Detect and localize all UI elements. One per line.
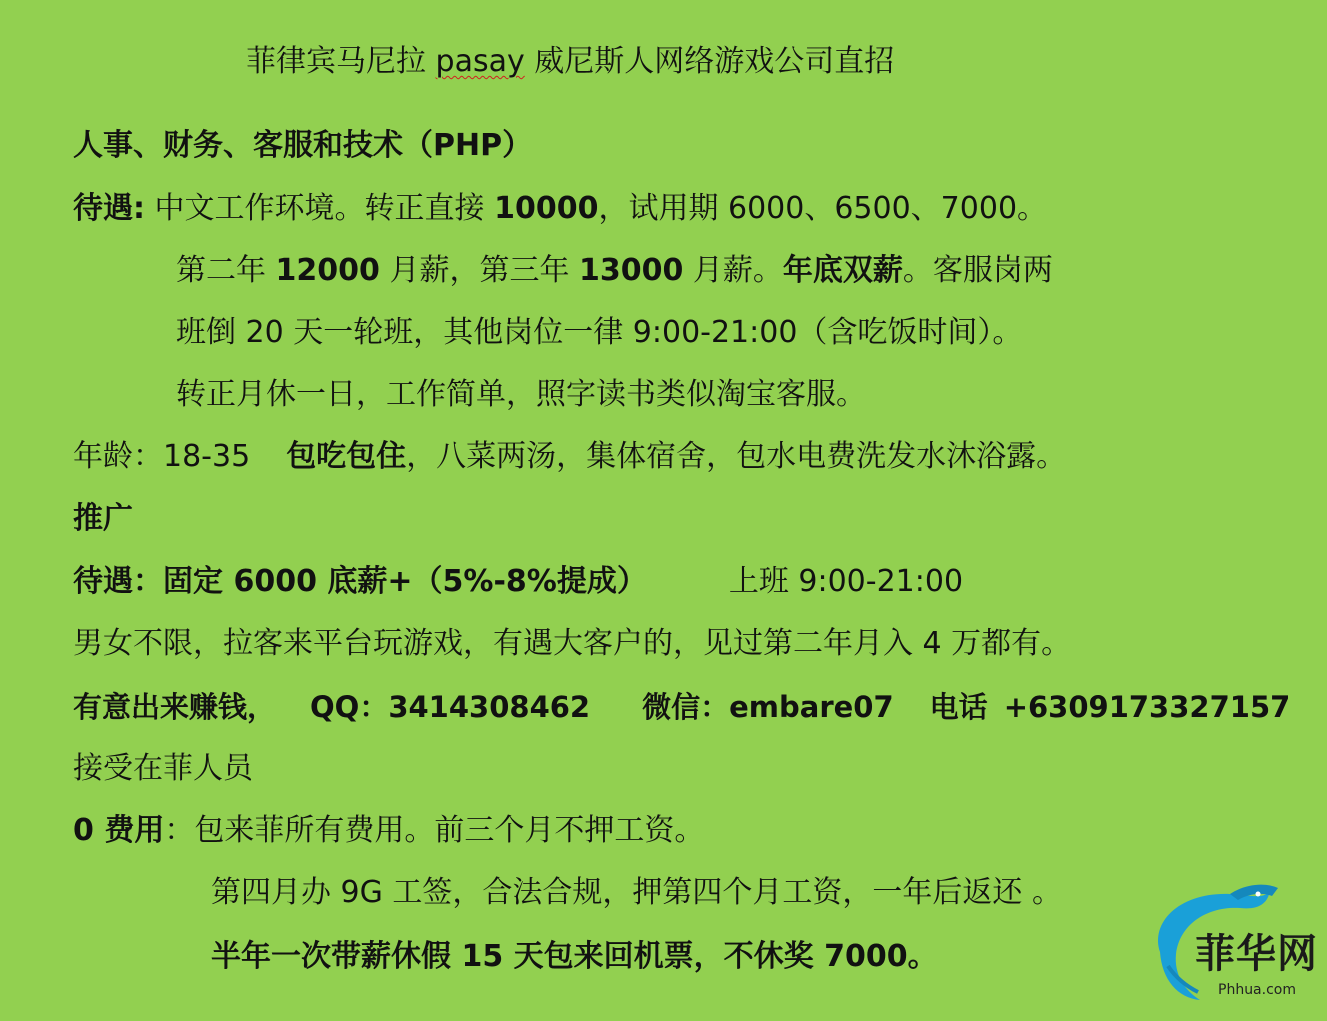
accept-line: 接受在菲人员 — [73, 751, 253, 786]
page-title — [246, 42, 894, 82]
shift-line: 班倒 20 天一轮班，其他岗位一律 9:00-21:00（含吃饭时间）。 — [176, 315, 1023, 350]
contact-phone-label: 电话 — [929, 690, 988, 724]
contact-intro: 有意出来赚钱， — [73, 690, 277, 724]
section2-heading: 推广 — [73, 501, 133, 536]
title-prefix: 菲律宾马尼拉 — [246, 44, 436, 79]
section1-heading: 人事、财务、客服和技术（PHP） — [73, 128, 533, 163]
second-year-a: 第二年 — [176, 253, 276, 288]
contact-qq: QQ：3414308462 — [310, 690, 591, 724]
pay-amount: 10000 — [494, 191, 599, 226]
title-word-pasay: pasay — [435, 44, 525, 79]
contact-wechat-label: 微信： — [642, 690, 730, 724]
phhua-watermark — [1140, 882, 1322, 1016]
double-pay: 年底双薪 — [782, 253, 903, 288]
fees-label: 0 费用 — [73, 813, 165, 848]
fees-line — [73, 811, 704, 851]
third-year-amount: 13000 — [579, 253, 684, 288]
age-text: ，八菜两汤，集体宿舍，包水电费洗发水沐浴露。 — [406, 439, 1067, 474]
contact-phone: +6309173327157 — [1003, 690, 1291, 724]
contact-wechat: embare07 — [729, 690, 894, 724]
shift-a: 。客服岗两 — [902, 253, 1053, 288]
fees-text: ：包来菲所有费用。前三个月不押工资。 — [164, 813, 705, 848]
salary-progression-line — [176, 251, 1053, 291]
visa-line: 第四月办 9G 工签，合法合规，押第四个月工资，一年后返还 。 — [211, 875, 1062, 910]
section1-pay-line — [73, 189, 1047, 229]
watermark-name: 菲华网 — [1195, 930, 1318, 977]
second-year-b: 月薪，第三年 — [379, 253, 579, 288]
section2-pay-line — [73, 562, 963, 602]
pay-text-a: 中文工作环境。转正直接 — [145, 191, 495, 226]
second-year-amount: 12000 — [275, 253, 380, 288]
pay-text-b: ，试用期 6000、6500、7000。 — [598, 191, 1048, 226]
board-label: 包吃包住 — [286, 439, 407, 474]
promo-desc: 男女不限，拉客来平台玩游戏，有遇大客户的，见过第二年月入 4 万都有。 — [73, 626, 1072, 661]
contact-line — [73, 687, 1290, 727]
pay-label: 待遇: — [73, 191, 145, 226]
title-suffix: 威尼斯人网络游戏公司直招 — [524, 44, 895, 79]
watermark-url: Phhua.com — [1218, 982, 1296, 998]
promo-hours: 上班 9:00-21:00 — [728, 564, 964, 599]
rest-line: 转正月休一日，工作简单，照字读书类似淘宝客服。 — [176, 377, 866, 412]
age-line — [73, 437, 1066, 477]
promo-pay: 待遇：固定 6000 底薪+（5%-8%提成） — [73, 564, 647, 599]
age-label: 年龄：18-35 — [73, 439, 251, 474]
third-year-b: 月薪。 — [683, 253, 783, 288]
holiday-line: 半年一次带薪休假 15 天包来回机票，不休奖 7000。 — [211, 939, 938, 974]
